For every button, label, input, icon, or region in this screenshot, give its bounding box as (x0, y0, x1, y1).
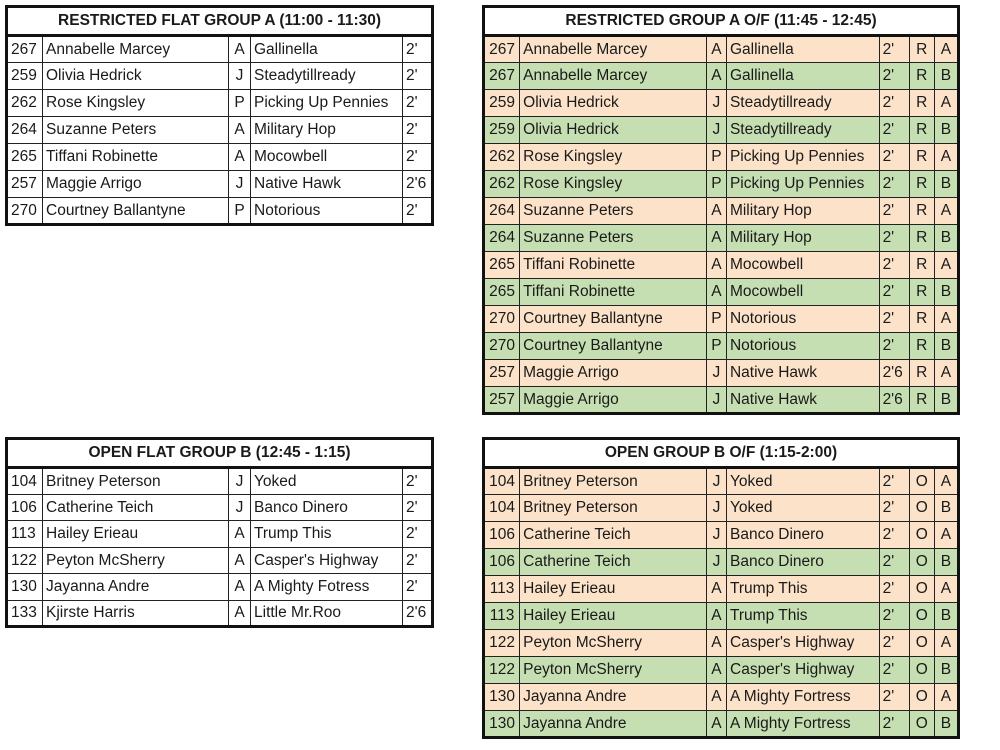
round-cell: A (934, 630, 958, 657)
fence-height-cell: 2' (879, 36, 909, 63)
entry-number-cell: 122 (484, 657, 520, 684)
division-cell: A (229, 117, 251, 144)
entry-number-cell: 262 (7, 90, 43, 117)
table-row (484, 711, 959, 738)
entry-number-cell: 262 (484, 144, 520, 171)
division-cell: J (706, 117, 726, 144)
fence-height-cell: 2' (879, 279, 909, 306)
section-cell: R (909, 144, 934, 171)
table-row (7, 36, 433, 63)
table-row (7, 90, 433, 117)
division-cell: J (229, 171, 251, 198)
division-cell: J (706, 387, 726, 414)
rider-name-cell: Rose Kingsley (520, 144, 707, 171)
fence-height-cell: 2' (879, 468, 909, 495)
division-cell: J (706, 360, 726, 387)
division-cell: A (706, 36, 726, 63)
horse-name-cell: Native Hawk (726, 360, 879, 387)
fence-height-cell: 2' (879, 117, 909, 144)
division-cell: A (706, 198, 726, 225)
table-row (484, 36, 959, 63)
round-cell: B (934, 711, 958, 738)
horse-name-cell: Notorious (251, 198, 403, 225)
fence-height-cell: 2' (403, 521, 433, 548)
division-cell: A (229, 521, 251, 548)
section-cell: R (909, 252, 934, 279)
entry-number-cell: 113 (7, 521, 43, 548)
division-cell: P (706, 171, 726, 198)
entry-number-cell: 130 (484, 711, 520, 738)
rider-name-cell: Peyton McSherry (520, 630, 707, 657)
rider-name-cell: Britney Peterson (520, 495, 707, 522)
rider-name-cell: Annabelle Marcey (43, 36, 229, 63)
fence-height-cell: 2' (879, 306, 909, 333)
round-cell: B (934, 279, 958, 306)
rider-name-cell: Maggie Arrigo (520, 387, 707, 414)
fence-height-cell: 2' (403, 36, 433, 63)
table-row (484, 522, 959, 549)
horse-name-cell: Picking Up Pennies (726, 171, 879, 198)
rider-name-cell: Olivia Hedrick (520, 90, 707, 117)
table-row (484, 630, 959, 657)
rider-name-cell: Olivia Hedrick (520, 117, 707, 144)
horse-name-cell: A Mighty Fortress (727, 684, 880, 711)
division-cell: A (706, 576, 726, 603)
round-cell: A (934, 684, 958, 711)
fence-height-cell: 2' (879, 252, 909, 279)
fence-height-cell: 2' (879, 63, 909, 90)
division-cell: A (706, 252, 726, 279)
fence-height-cell: 2' (403, 574, 433, 601)
open-flat-group-b-table (5, 437, 434, 628)
rider-name-cell: Jayanna Andre (520, 711, 707, 738)
division-cell: J (706, 495, 726, 522)
rider-name-cell: Tiffani Robinette (520, 252, 707, 279)
division-cell: A (229, 36, 251, 63)
entry-number-cell: 267 (7, 36, 43, 63)
table-row (7, 574, 433, 601)
table-row (7, 521, 433, 548)
fence-height-cell: 2' (879, 171, 909, 198)
round-cell: B (934, 225, 958, 252)
entry-number-cell: 264 (484, 225, 520, 252)
rider-name-cell: Tiffani Robinette (43, 144, 229, 171)
table-row (7, 198, 433, 225)
round-cell: A (934, 90, 958, 117)
table-row (484, 468, 959, 495)
horse-name-cell: Trump This (727, 576, 880, 603)
horse-name-cell: Casper's Highway (251, 547, 403, 574)
table-row (484, 252, 959, 279)
division-cell: A (706, 684, 726, 711)
entry-number-cell: 267 (484, 36, 520, 63)
division-cell: P (229, 198, 251, 225)
division-cell: P (706, 306, 726, 333)
entry-number-cell: 257 (7, 171, 43, 198)
table-title: OPEN FLAT GROUP B (12:45 - 1:15) (7, 439, 433, 468)
entry-number-cell: 265 (7, 144, 43, 171)
horse-name-cell: Casper's Highway (727, 657, 880, 684)
table-row (484, 279, 959, 306)
rider-name-cell: Suzanne Peters (43, 117, 229, 144)
round-cell: B (934, 657, 958, 684)
entry-number-cell: 257 (484, 387, 520, 414)
fence-height-cell: 2' (403, 90, 433, 117)
table-row (7, 171, 433, 198)
entry-number-cell: 270 (7, 198, 43, 225)
fence-height-cell: 2' (879, 576, 909, 603)
division-cell: J (706, 522, 726, 549)
entry-number-cell: 113 (484, 576, 520, 603)
round-cell: A (934, 252, 958, 279)
horse-name-cell: Steadytillready (726, 117, 879, 144)
section-cell: R (909, 306, 934, 333)
entry-number-cell: 257 (484, 360, 520, 387)
section-cell: R (909, 63, 934, 90)
rider-name-cell: Annabelle Marcey (520, 36, 707, 63)
round-cell: A (934, 144, 958, 171)
rider-name-cell: Peyton McSherry (520, 657, 707, 684)
entry-number-cell: 265 (484, 252, 520, 279)
restricted-flat-group-a-table (5, 5, 434, 226)
rider-name-cell: Suzanne Peters (520, 225, 707, 252)
round-cell: B (934, 495, 958, 522)
entry-number-cell: 104 (484, 468, 520, 495)
rider-name-cell: Rose Kingsley (43, 90, 229, 117)
table-title: RESTRICTED FLAT GROUP A (11:00 - 11:30) (7, 7, 433, 36)
round-cell: B (934, 171, 958, 198)
division-cell: A (706, 63, 726, 90)
rider-name-cell: Courtney Ballantyne (520, 306, 707, 333)
entry-number-cell: 264 (7, 117, 43, 144)
entry-number-cell: 113 (484, 603, 520, 630)
table-row (484, 333, 959, 360)
fence-height-cell: 2' (403, 117, 433, 144)
horse-name-cell: A Mighty Fortress (727, 711, 880, 738)
table-row (7, 144, 433, 171)
division-cell: A (706, 279, 726, 306)
horse-name-cell: Picking Up Pennies (726, 144, 879, 171)
open-group-b-over-fences-table (482, 437, 960, 739)
restricted-group-a-over-fences-table (482, 5, 960, 415)
fence-height-cell: 2' (403, 198, 433, 225)
division-cell: A (706, 603, 726, 630)
horse-name-cell: Trump This (727, 603, 880, 630)
fence-height-cell: 2' (879, 603, 909, 630)
division-cell: P (229, 90, 251, 117)
section-cell: O (909, 468, 934, 495)
table-title: RESTRICTED GROUP A O/F (11:45 - 12:45) (484, 7, 959, 36)
division-cell: J (229, 468, 251, 495)
table-row (484, 63, 959, 90)
fence-height-cell: 2'6 (403, 171, 433, 198)
entry-number-cell: 122 (7, 547, 43, 574)
fence-height-cell: 2'6 (403, 600, 433, 627)
fence-height-cell: 2' (403, 547, 433, 574)
table-row (7, 468, 433, 495)
table-row (7, 117, 433, 144)
rider-name-cell: Tiffani Robinette (520, 279, 707, 306)
fence-height-cell: 2' (879, 684, 909, 711)
rider-name-cell: Britney Peterson (43, 468, 229, 495)
fence-height-cell: 2' (879, 144, 909, 171)
division-cell: A (229, 574, 251, 601)
round-cell: B (934, 387, 958, 414)
section-cell: O (909, 630, 934, 657)
horse-name-cell: Native Hawk (726, 387, 879, 414)
fence-height-cell: 2' (879, 657, 909, 684)
entry-number-cell: 106 (484, 549, 520, 576)
fence-height-cell: 2' (879, 198, 909, 225)
rider-name-cell: Kjirste Harris (43, 600, 229, 627)
fence-height-cell: 2' (879, 522, 909, 549)
section-cell: O (909, 522, 934, 549)
entry-number-cell: 130 (484, 684, 520, 711)
table-row (7, 547, 433, 574)
horse-name-cell: Notorious (726, 333, 879, 360)
rider-name-cell: Hailey Erieau (43, 521, 229, 548)
fence-height-cell: 2'6 (879, 387, 909, 414)
table-row (484, 495, 959, 522)
fence-height-cell: 2' (403, 468, 433, 495)
table-row (484, 117, 959, 144)
table-row (484, 144, 959, 171)
fence-height-cell: 2' (879, 549, 909, 576)
section-cell: R (909, 360, 934, 387)
division-cell: P (706, 333, 726, 360)
table-title: OPEN GROUP B O/F (1:15-2:00) (484, 439, 959, 468)
table-row (484, 171, 959, 198)
division-cell: J (229, 63, 251, 90)
horse-name-cell: Gallinella (726, 36, 879, 63)
division-cell: A (706, 630, 726, 657)
rider-name-cell: Maggie Arrigo (520, 360, 707, 387)
table-row (484, 549, 959, 576)
table-row (484, 360, 959, 387)
rider-name-cell: Jayanna Andre (520, 684, 707, 711)
table-row (484, 684, 959, 711)
horse-name-cell: Little Mr.Roo (251, 600, 403, 627)
rider-name-cell: Jayanna Andre (43, 574, 229, 601)
rider-name-cell: Hailey Erieau (520, 603, 707, 630)
horse-name-cell: Military Hop (251, 117, 403, 144)
table-row (7, 63, 433, 90)
horse-name-cell: Gallinella (251, 36, 403, 63)
round-cell: A (934, 36, 958, 63)
section-cell: O (909, 684, 934, 711)
horse-name-cell: Casper's Highway (727, 630, 880, 657)
section-cell: R (909, 90, 934, 117)
rider-name-cell: Catherine Teich (520, 522, 707, 549)
entry-number-cell: 262 (484, 171, 520, 198)
rider-name-cell: Courtney Ballantyne (43, 198, 229, 225)
horse-name-cell: Banco Dinero (727, 522, 880, 549)
table-row (484, 90, 959, 117)
fence-height-cell: 2' (879, 630, 909, 657)
table-row (484, 603, 959, 630)
division-cell: J (706, 468, 726, 495)
entry-number-cell: 104 (7, 468, 43, 495)
entry-number-cell: 104 (484, 495, 520, 522)
rider-name-cell: Peyton McSherry (43, 547, 229, 574)
table-row (484, 576, 959, 603)
horse-name-cell: Mocowbell (726, 252, 879, 279)
rider-name-cell: Suzanne Peters (520, 198, 707, 225)
rider-name-cell: Hailey Erieau (520, 576, 707, 603)
horse-name-cell: Gallinella (726, 63, 879, 90)
section-cell: O (909, 576, 934, 603)
horse-name-cell: Steadytillready (251, 63, 403, 90)
rider-name-cell: Britney Peterson (520, 468, 707, 495)
entry-number-cell: 270 (484, 333, 520, 360)
horse-name-cell: Trump This (251, 521, 403, 548)
division-cell: A (706, 657, 726, 684)
entry-number-cell: 265 (484, 279, 520, 306)
entry-number-cell: 122 (484, 630, 520, 657)
section-cell: R (909, 225, 934, 252)
horse-name-cell: Yoked (251, 468, 403, 495)
fence-height-cell: 2' (879, 495, 909, 522)
horse-name-cell: Military Hop (726, 198, 879, 225)
horse-name-cell: Picking Up Pennies (251, 90, 403, 117)
fence-height-cell: 2' (879, 90, 909, 117)
rider-name-cell: Courtney Ballantyne (520, 333, 707, 360)
entry-number-cell: 259 (7, 63, 43, 90)
section-cell: O (909, 495, 934, 522)
entry-number-cell: 130 (7, 574, 43, 601)
entry-number-cell: 267 (484, 63, 520, 90)
division-cell: A (706, 711, 726, 738)
horse-name-cell: Mocowbell (726, 279, 879, 306)
horse-name-cell: Steadytillready (726, 90, 879, 117)
table-row (484, 198, 959, 225)
horse-name-cell: Notorious (726, 306, 879, 333)
table-row (484, 387, 959, 414)
table-row (484, 657, 959, 684)
division-cell: A (706, 225, 726, 252)
entry-number-cell: 270 (484, 306, 520, 333)
fence-height-cell: 2'6 (879, 360, 909, 387)
entry-number-cell: 133 (7, 600, 43, 627)
round-cell: A (934, 468, 958, 495)
fence-height-cell: 2' (879, 225, 909, 252)
division-cell: J (229, 494, 251, 521)
entry-number-cell: 106 (7, 494, 43, 521)
section-cell: O (909, 657, 934, 684)
fence-height-cell: 2' (403, 494, 433, 521)
section-cell: R (909, 333, 934, 360)
section-cell: R (909, 198, 934, 225)
round-cell: B (934, 63, 958, 90)
entry-number-cell: 264 (484, 198, 520, 225)
division-cell: P (706, 144, 726, 171)
horse-name-cell: A Mighty Fotress (251, 574, 403, 601)
entry-number-cell: 259 (484, 117, 520, 144)
entry-number-cell: 106 (484, 522, 520, 549)
horse-name-cell: Military Hop (726, 225, 879, 252)
horse-name-cell: Banco Dinero (727, 549, 880, 576)
horse-name-cell: Banco Dinero (251, 494, 403, 521)
round-cell: A (934, 522, 958, 549)
rider-name-cell: Maggie Arrigo (43, 171, 229, 198)
section-cell: O (909, 603, 934, 630)
horse-name-cell: Native Hawk (251, 171, 403, 198)
division-cell: J (706, 90, 726, 117)
rider-name-cell: Catherine Teich (520, 549, 707, 576)
division-cell: A (229, 600, 251, 627)
section-cell: R (909, 279, 934, 306)
round-cell: A (934, 576, 958, 603)
division-cell: J (706, 549, 726, 576)
rider-name-cell: Rose Kingsley (520, 171, 707, 198)
section-cell: R (909, 36, 934, 63)
horse-name-cell: Yoked (727, 468, 880, 495)
rider-name-cell: Olivia Hedrick (43, 63, 229, 90)
round-cell: B (934, 603, 958, 630)
round-cell: A (934, 198, 958, 225)
section-cell: O (909, 711, 934, 738)
rider-name-cell: Catherine Teich (43, 494, 229, 521)
division-cell: A (229, 547, 251, 574)
fence-height-cell: 2' (879, 711, 909, 738)
fence-height-cell: 2' (403, 144, 433, 171)
section-cell: R (909, 171, 934, 198)
table-row (7, 600, 433, 627)
rider-name-cell: Annabelle Marcey (520, 63, 707, 90)
section-cell: R (909, 117, 934, 144)
section-cell: R (909, 387, 934, 414)
round-cell: B (934, 117, 958, 144)
entry-number-cell: 259 (484, 90, 520, 117)
table-row (484, 225, 959, 252)
round-cell: A (934, 306, 958, 333)
table-row (484, 306, 959, 333)
division-cell: A (229, 144, 251, 171)
round-cell: A (934, 360, 958, 387)
table-row (7, 494, 433, 521)
round-cell: B (934, 333, 958, 360)
round-cell: B (934, 549, 958, 576)
fence-height-cell: 2' (403, 63, 433, 90)
fence-height-cell: 2' (879, 333, 909, 360)
horse-name-cell: Yoked (727, 495, 880, 522)
section-cell: O (909, 549, 934, 576)
horse-name-cell: Mocowbell (251, 144, 403, 171)
